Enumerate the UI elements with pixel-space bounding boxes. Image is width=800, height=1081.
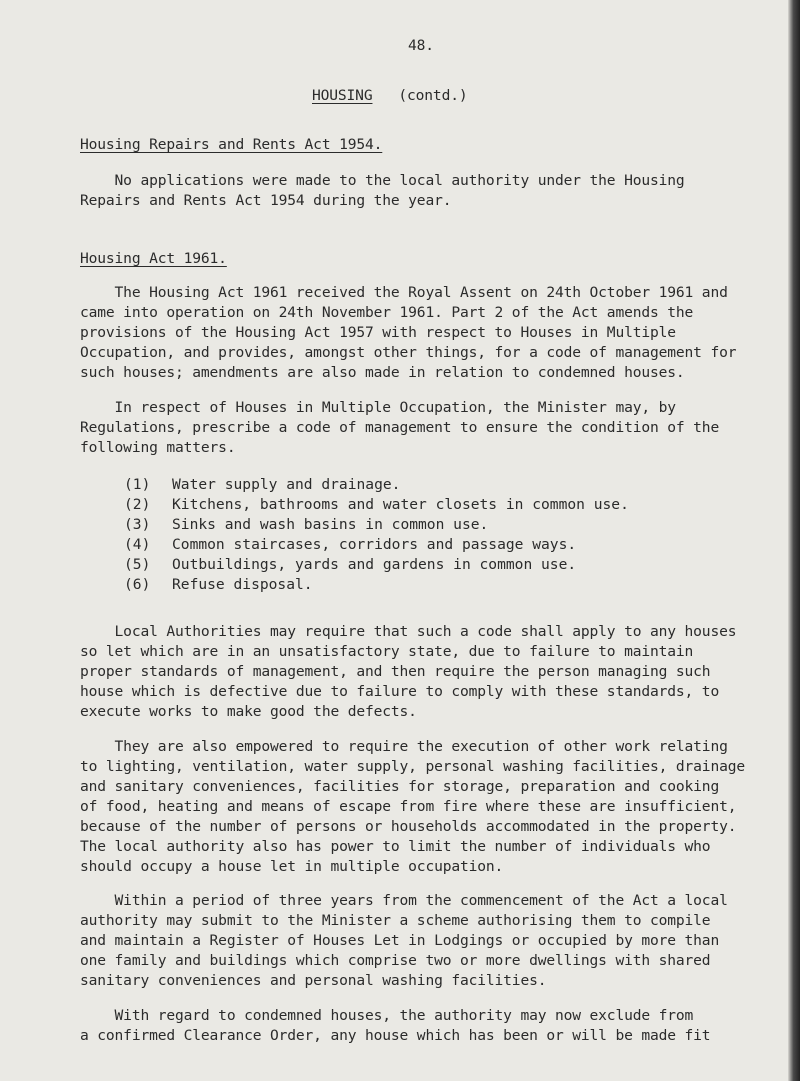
section-heading-repairs-rents-act: Housing Repairs and Rents Act 1954. — [80, 136, 383, 153]
paragraph-line: because of the number of persons or households accommodated in the property. — [80, 818, 737, 835]
paragraph-line: Regulations, prescribe a code of management to ensure the condition of the — [80, 419, 720, 436]
list-item-text: Sinks and wash basins in common use. — [172, 516, 489, 533]
list-item — [124, 495, 629, 515]
list-item — [124, 475, 400, 495]
list-item-number: (6) — [124, 576, 151, 593]
paragraph-line: a confirmed Clearance Order, any house which has been or will be made fit — [80, 1027, 711, 1044]
paragraph-line: With regard to condemned houses, the authority may now exclude from — [80, 1007, 694, 1024]
paragraph-line: to lighting, ventilation, water supply, personal washing facilities, drainage — [80, 758, 745, 775]
paragraph-line: Within a period of three years from the commencement of the Act a local — [80, 892, 728, 909]
list-item-number: (2) — [124, 496, 151, 513]
paragraph-line: They are also empowered to require the execution of other work relating — [80, 738, 728, 755]
paragraph-line: such houses; amendments are also made in relation to condemned houses. — [80, 364, 685, 381]
list-item — [124, 575, 313, 595]
section-heading-housing-act-1961: Housing Act 1961. — [80, 250, 227, 267]
paragraph-line: house which is defective due to failure to comply with these standards, to — [80, 683, 720, 700]
list-item — [124, 515, 488, 535]
paragraph-line: sanitary conveniences and personal washing facilities. — [80, 972, 547, 989]
title-suffix: (contd.) — [398, 87, 468, 104]
list-item-text: Water supply and drainage. — [172, 476, 401, 493]
paragraph-line: following matters. — [80, 439, 236, 456]
paragraph-line: provisions of the Housing Act 1957 with respect to Houses in Multiple — [80, 324, 676, 341]
paragraph-line: The Housing Act 1961 received the Royal Assent on 24th October 1961 and — [80, 284, 728, 301]
page-number: 48. — [408, 37, 434, 54]
paragraph-line: should occupy a house let in multiple occupation. — [80, 858, 504, 875]
list-item-text: Common staircases, corridors and passage ways. — [172, 536, 577, 553]
list-item-number: (4) — [124, 536, 151, 553]
paragraph-line: proper standards of management, and then require the person managing such — [80, 663, 711, 680]
list-item-text: Kitchens, bathrooms and water closets in common use. — [172, 496, 629, 513]
list-item-number: (1) — [124, 476, 151, 493]
list-item-text: Outbuildings, yards and gardens in common use. — [172, 556, 577, 573]
list-item-number: (3) — [124, 516, 151, 533]
paragraph-line: The local authority also has power to limit the number of individuals who — [80, 838, 711, 855]
paragraph-line: so let which are in an unsatisfactory state, due to failure to maintain — [80, 643, 694, 660]
page-edge-shadow — [788, 0, 800, 1081]
paragraph-line: Local Authorities may require that such a code shall apply to any houses — [80, 623, 737, 640]
paragraph-line: one family and buildings which comprise two or more dwellings with shared — [80, 952, 711, 969]
paragraph-line: of food, heating and means of escape from fire where these are insufficient, — [80, 798, 737, 815]
paragraph-line: No applications were made to the local authority under the Housing — [80, 172, 685, 189]
page-title — [312, 86, 467, 106]
paragraph-line: In respect of Houses in Multiple Occupation, the Minister may, by — [80, 399, 676, 416]
list-item — [124, 555, 576, 575]
paragraph-line: Repairs and Rents Act 1954 during the year. — [80, 192, 452, 209]
list-item — [124, 535, 576, 555]
paragraph-line: and sanitary conveniences, facilities for storage, preparation and cooking — [80, 778, 720, 795]
paragraph-line: authority may submit to the Minister a scheme authorising them to compile — [80, 912, 711, 929]
title-main: HOUSING — [312, 87, 373, 104]
paragraph-line: came into operation on 24th November 1961. Part 2 of the Act amends the — [80, 304, 694, 321]
list-item-number: (5) — [124, 556, 151, 573]
paragraph-line: execute works to make good the defects. — [80, 703, 417, 720]
list-item-text: Refuse disposal. — [172, 576, 313, 593]
paragraph-line: Occupation, and provides, amongst other things, for a code of management for — [80, 344, 737, 361]
paragraph-line: and maintain a Register of Houses Let in Lodgings or occupied by more than — [80, 932, 720, 949]
